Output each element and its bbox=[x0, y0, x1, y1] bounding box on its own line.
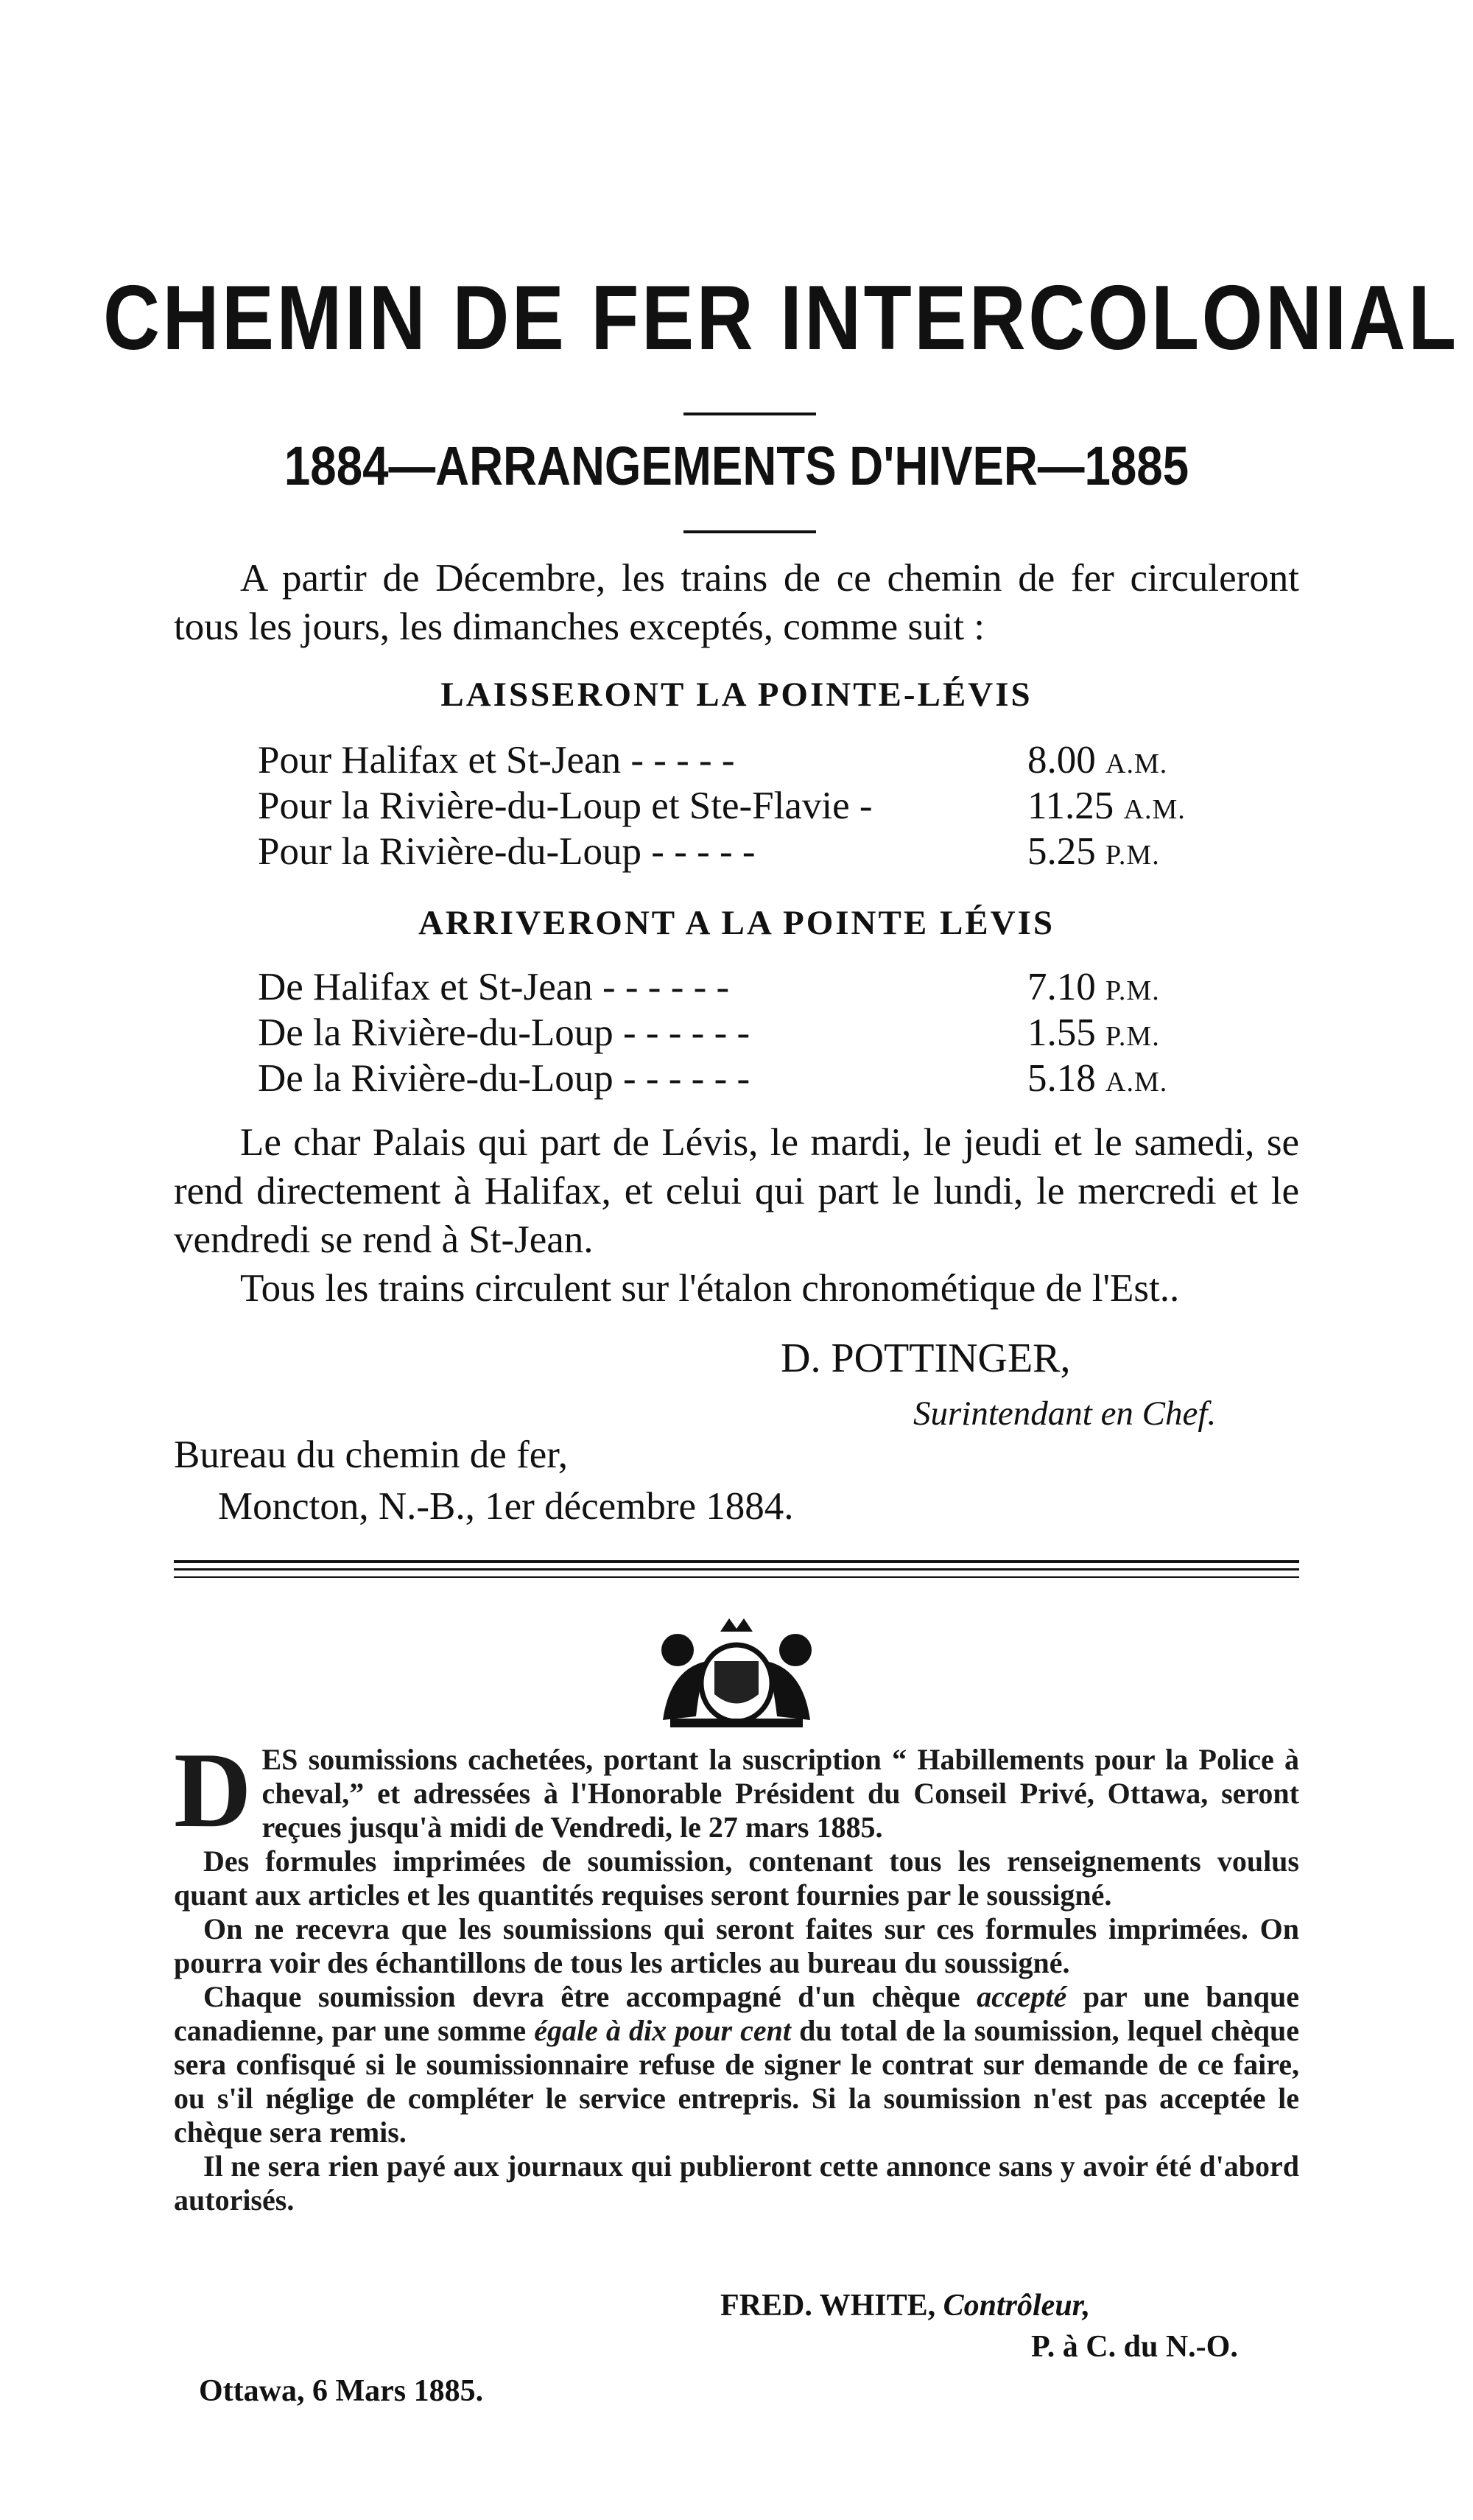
time-meridiem: P.M. bbox=[1105, 840, 1160, 871]
time-value: 1.55 bbox=[1027, 1011, 1096, 1054]
location-date: Moncton, N.-B., 1er décembre 1884. bbox=[218, 1485, 794, 1528]
schedule-destination: De la Rivière-du-Loup - - - - - - bbox=[258, 1011, 750, 1054]
section-divider bbox=[174, 1560, 1299, 1570]
tender-notice bbox=[174, 1730, 1300, 2217]
notice-text: du total de la soumission, lequel chèque sera confisqué si le soumissionnaire refuse de signer le contrat sur demande de ce faire, ou s'il néglige de compléter le service entrepris. Si la soumission n'est pas acceptée le chèque sera remis. bbox=[174, 2014, 1299, 2149]
body-paragraph: Le char Palais qui part de Lévis, le mardi, le jeudi et le samedi, se rend directement à Halifax, et celui qui part le lundi, le mercredi et le vendredi se rend à St-Jean. bbox=[174, 1121, 1299, 1261]
notice-signature-dept: P. à C. du N.-O. bbox=[1031, 2330, 1238, 2364]
subtitle-rule bbox=[683, 530, 816, 533]
schedule-destination: Pour la Rivière-du-Loup et Ste-Flavie - bbox=[258, 785, 873, 827]
schedule-destination: Pour la Rivière-du-Loup - - - - - bbox=[258, 830, 756, 873]
notice-paragraph bbox=[174, 1730, 1299, 1850]
signature-name: D. POTTINGER, bbox=[781, 1336, 1071, 1381]
notice-emphasis: accepté bbox=[977, 1980, 1067, 2013]
title-rule bbox=[683, 413, 816, 415]
time-value: 5.18 bbox=[1027, 1057, 1096, 1100]
schedule-time bbox=[1027, 965, 1160, 1013]
departures-heading: LAISSERONT LA POINTE-LÉVIS bbox=[440, 675, 1033, 714]
schedule-time bbox=[1027, 1056, 1167, 1104]
body-paragraph: Tous les trains circulent sur l'étalon chronométique de l'Est.. bbox=[240, 1267, 1180, 1310]
arrivals-heading: ARRIVERONT A LA POINTE LÉVIS bbox=[418, 904, 1055, 942]
notice-paragraph: Il ne sera rien payé aux journaux qui publieront cette annonce sans y avoir été d'abord autorisés. bbox=[174, 2149, 1299, 2217]
notice-signature bbox=[720, 2288, 1090, 2323]
signature-title: Surintendant en Chef. bbox=[913, 1394, 1217, 1433]
time-meridiem: P.M. bbox=[1105, 975, 1160, 1006]
schedule-destination: Pour Halifax et St-Jean - - - - - bbox=[258, 739, 735, 782]
notice-emphasis: égale à dix pour cent bbox=[534, 2014, 792, 2047]
schedule-time bbox=[1027, 738, 1167, 786]
notice-date: Ottawa, 6 Mars 1885. bbox=[199, 2374, 484, 2408]
time-value: 7.10 bbox=[1027, 966, 1096, 1008]
notice-paragraph: On ne recevra que les soumissions qui seront faites sur ces formules imprimées. On pourra voir des échantillons de tous les articles au bureau du soussigné. bbox=[174, 1912, 1299, 1979]
time-meridiem: P.M. bbox=[1105, 1021, 1160, 1052]
location-line: Bureau du chemin de fer, bbox=[174, 1433, 569, 1476]
notice-signature-title: Contrôleur, bbox=[943, 2289, 1091, 2323]
notice-text: ES soumissions cachetées, portant la suscription “ Habillements pour la Police à cheval,” et adressées à l'Honorable Président du Conseil Privé, Ottawa, seront reçues jusqu'à midi de Vendredi, le 27 mars 1885. bbox=[261, 1743, 1299, 1844]
notice-paragraph bbox=[174, 1980, 1299, 2149]
time-meridiem: A.M. bbox=[1105, 748, 1168, 779]
page-title: CHEMIN DE FER INTERCOLONIAL bbox=[103, 267, 1459, 369]
notice-text: Chaque soumission devra être accompagné d'un chèque bbox=[203, 1980, 977, 2013]
time-value: 5.25 bbox=[1027, 830, 1096, 873]
schedule-time bbox=[1027, 1011, 1160, 1059]
time-value: 11.25 bbox=[1027, 785, 1114, 827]
page-subtitle: 1884—ARRANGEMENTS D'HIVER—1885 bbox=[284, 435, 1189, 496]
time-meridiem: A.M. bbox=[1123, 794, 1186, 825]
schedule-time bbox=[1027, 784, 1186, 832]
notice-paragraph: Des formules imprimées de soumission, contenant tous les renseignements voulus quant aux articles et les quantités requises seront fournies par le soussigné. bbox=[174, 1845, 1299, 1912]
schedule-time bbox=[1027, 829, 1160, 877]
time-meridiem: A.M. bbox=[1105, 1067, 1168, 1098]
schedule-destination: De la Rivière-du-Loup - - - - - - bbox=[258, 1057, 750, 1100]
drop-cap: D bbox=[174, 1730, 252, 1850]
notice-signature-name: FRED. WHITE, bbox=[720, 2289, 936, 2323]
notice-text: par une banque canadienne, par une somme bbox=[174, 1980, 1300, 2047]
section-divider-thin bbox=[174, 1576, 1299, 1578]
schedule-destination: De Halifax et St-Jean - - - - - - bbox=[258, 966, 730, 1008]
time-value: 8.00 bbox=[1027, 739, 1096, 782]
royal-coat-of-arms-icon bbox=[641, 1610, 832, 1731]
intro-paragraph: A partir de Décembre, les trains de ce chemin de fer circuleront tous les jours, les dimanches exceptés, comme suit : bbox=[174, 557, 1299, 648]
